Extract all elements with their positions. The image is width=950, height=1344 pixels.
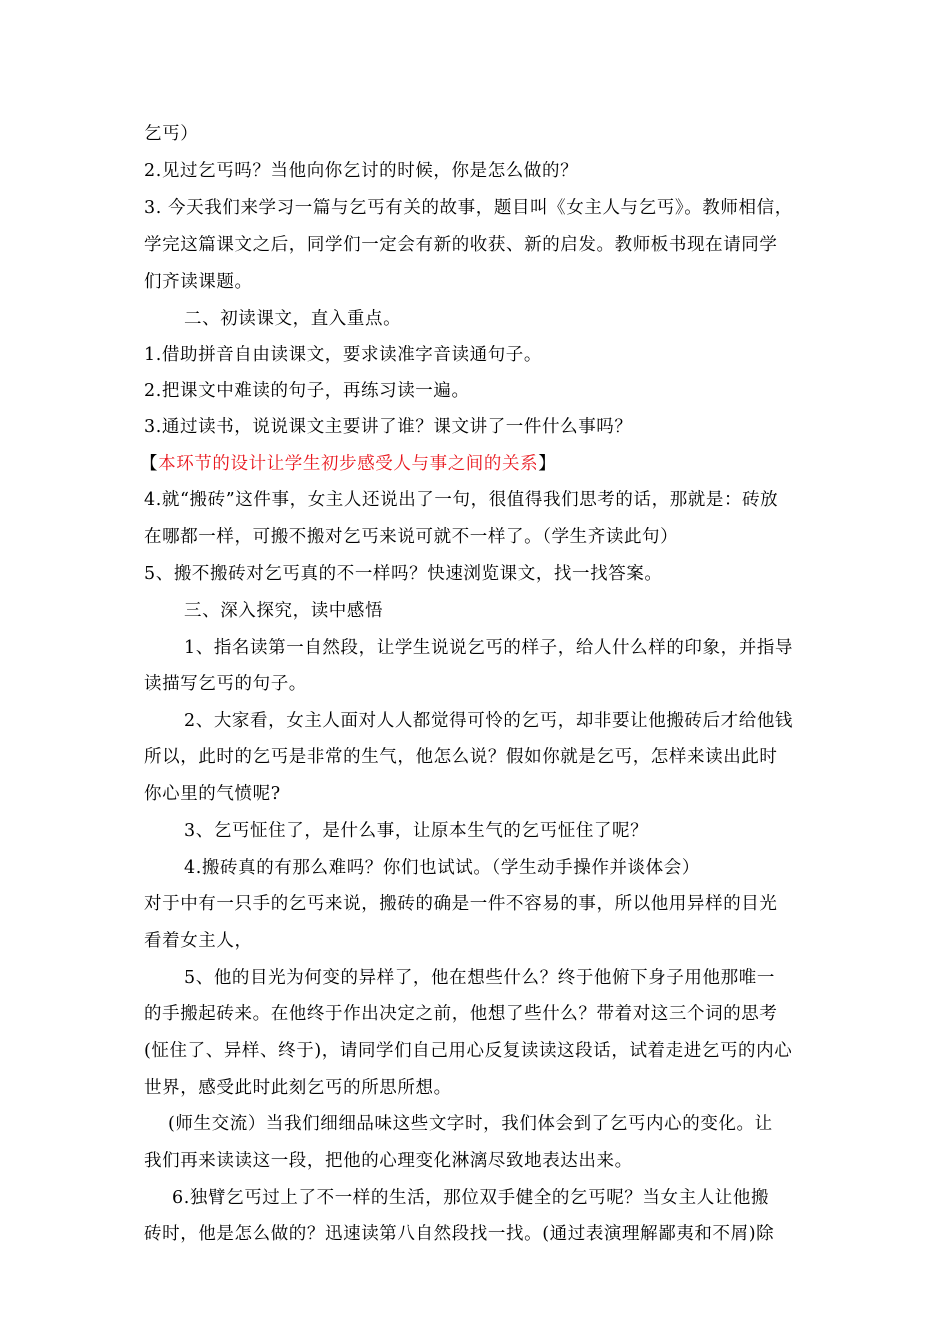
note-close-bracket: 】: [538, 454, 557, 474]
text-line: 3、乞丐怔住了，是什么事，让原本生气的乞丐怔住了呢？: [184, 821, 649, 841]
text-line: 你心里的气愤呢?: [144, 784, 281, 804]
text-line: 世界，感受此时此刻乞丐的所思所想。: [144, 1078, 452, 1098]
text-line: 4.就“搬砖”这件事，女主人还说出了一句，很值得我们思考的话，那就是：砖放: [144, 490, 779, 510]
text-line: 1、指名读第一自然段，让学生说说乞丐的样子，给人什么样的印象，并指导: [184, 638, 794, 658]
section-heading: 二、初读课文，直入重点。: [184, 309, 402, 329]
text-line: 6.独臂乞丐过上了不一样的生活，那位双手健全的乞丐呢？当女主人让他搬: [172, 1188, 770, 1208]
text-line: 读描写乞丐的句子。: [144, 674, 307, 694]
text-line: 4.搬砖真的有那么难吗？你们也试试。（学生动手操作并谈体会）: [184, 858, 700, 878]
text-line: 学完这篇课文之后，同学们一定会有新的收获、新的启发。教师板书现在请同学: [144, 235, 778, 255]
text-line: 对于中有一只手的乞丐来说，搬砖的确是一件不容易的事，所以他用异样的目光: [144, 894, 778, 914]
note-open-bracket: 【: [140, 454, 159, 474]
text-line: 1.借助拼音自由读课文，要求读准字音读通句子。: [144, 345, 542, 365]
text-line: 3. 今天我们来学习一篇与乞丐有关的故事，题目叫《女主人与乞丐》。教师相信，: [144, 198, 793, 218]
text-line: 乞丐）: [144, 124, 199, 144]
text-line: 2、大家看，女主人面对人人都觉得可怜的乞丐，却非要让他搬砖后才给他钱: [184, 711, 794, 731]
text-line: 3.通过读书，说说课文主要讲了谁？课文讲了一件什么事吗？: [144, 417, 633, 437]
section-heading: 三、深入探究，读中感悟: [184, 601, 384, 621]
text-line: 5、搬不搬砖对乞丐真的不一样吗？快速浏览课文，找一找答案。: [144, 564, 663, 584]
text-line: 2.把课文中难读的句子，再练习读一遍。: [144, 381, 470, 401]
design-note: [140, 453, 556, 475]
text-line: 我们再来读读这一段，把他的心理变化淋漓尽致地表达出来。: [144, 1151, 633, 1171]
text-line: 的手搬起砖来。在他终于作出决定之前，他想了些什么？带着对这三个词的思考: [144, 1004, 778, 1024]
text-line: 在哪都一样，可搬不搬对乞丐来说可就不一样了。（学生齐读此句）: [144, 527, 679, 547]
text-line: 砖时，他是怎么做的？迅速读第八自然段找一找。(通过表演理解鄙夷和不屑)除: [144, 1224, 775, 1244]
text-line: (师生交流）当我们细细品味这些文字时，我们体会到了乞丐内心的变化。让: [168, 1114, 773, 1134]
text-line: 2.见过乞丐吗？当他向你乞讨的时候，你是怎么做的？: [144, 161, 579, 181]
text-line: (怔住了、异样、终于)，请同学们自己用心反复读读这段话，试着走进乞丐的内心: [144, 1041, 793, 1061]
text-line: 所以，此时的乞丐是非常的生气，他怎么说？假如你就是乞丐，怎样来读出此时: [144, 747, 778, 767]
text-line: 5、他的目光为何变的异样了，他在想些什么？终于他俯下身子用他那唯一: [184, 968, 775, 988]
text-line: 们齐读课题。: [144, 272, 253, 292]
text-line: 看着女主人，: [144, 931, 253, 951]
note-text: 本环节的设计让学生初步感受人与事之间的关系: [158, 454, 539, 474]
